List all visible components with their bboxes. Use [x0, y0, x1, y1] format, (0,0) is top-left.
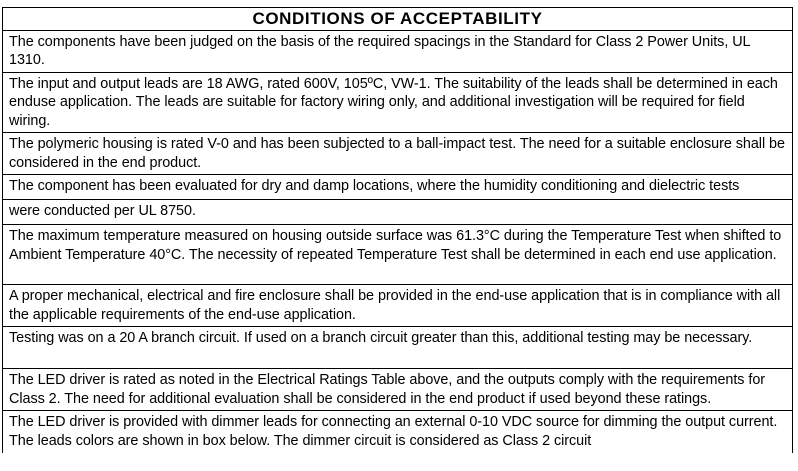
- table-row: [3, 411, 793, 454]
- conditions-table: [2, 7, 793, 453]
- condition-text: The input and output leads are 18 AWG, rated 600V, 105ºC, VW-1. The suitability of the leads shall be determined in each enduse application. The leads are suitable for factory wiring only, and additional investigation will be required for field wiring.: [3, 73, 793, 133]
- table-row: [3, 73, 793, 133]
- table-row: [3, 285, 793, 327]
- condition-text: A proper mechanical, electrical and fire enclosure shall be provided in the end-use application that is in compliance with all the applicable requirements of the end-use application.: [3, 285, 793, 327]
- table-row: [3, 31, 793, 73]
- condition-text: The LED driver is provided with dimmer leads for connecting an external 0-10 VDC source for dimming the output current. The leads colors are shown in box below. The dimmer circuit is considered as Class 2 circuit: [3, 411, 793, 454]
- condition-text: The LED driver is rated as noted in the Electrical Ratings Table above, and the outputs comply with the requirements for Class 2. The need for additional evaluation shall be considered in the end product if used beyond these ratings.: [3, 369, 793, 411]
- condition-text: Testing was on a 20 A branch circuit. If used on a branch circuit greater than this, additional testing may be necessary.: [3, 327, 793, 369]
- table-title: CONDITIONS OF ACCEPTABILITY: [3, 8, 793, 31]
- table-row: [3, 175, 793, 200]
- table-row: [3, 327, 793, 369]
- condition-text: The components have been judged on the basis of the required spacings in the Standard for Class 2 Power Units, UL 1310.: [3, 31, 793, 73]
- table-row: [3, 225, 793, 285]
- table-header-row: [3, 8, 793, 31]
- condition-text: The maximum temperature measured on housing outside surface was 61.3°C during the Temperature Test when shifted to Ambient Temperature 40°C. The necessity of repeated Temperature Test shall be determined in each end use application.: [3, 225, 793, 285]
- table-row: [3, 369, 793, 411]
- table-row: [3, 133, 793, 175]
- condition-text: The polymeric housing is rated V-0 and has been subjected to a ball-impact test. The need for a suitable enclosure shall be considered in the end product.: [3, 133, 793, 175]
- condition-text: The component has been evaluated for dry and damp locations, where the humidity conditioning and dielectric tests: [3, 175, 793, 200]
- table-row: [3, 200, 793, 225]
- condition-text: were conducted per UL 8750.: [3, 200, 793, 225]
